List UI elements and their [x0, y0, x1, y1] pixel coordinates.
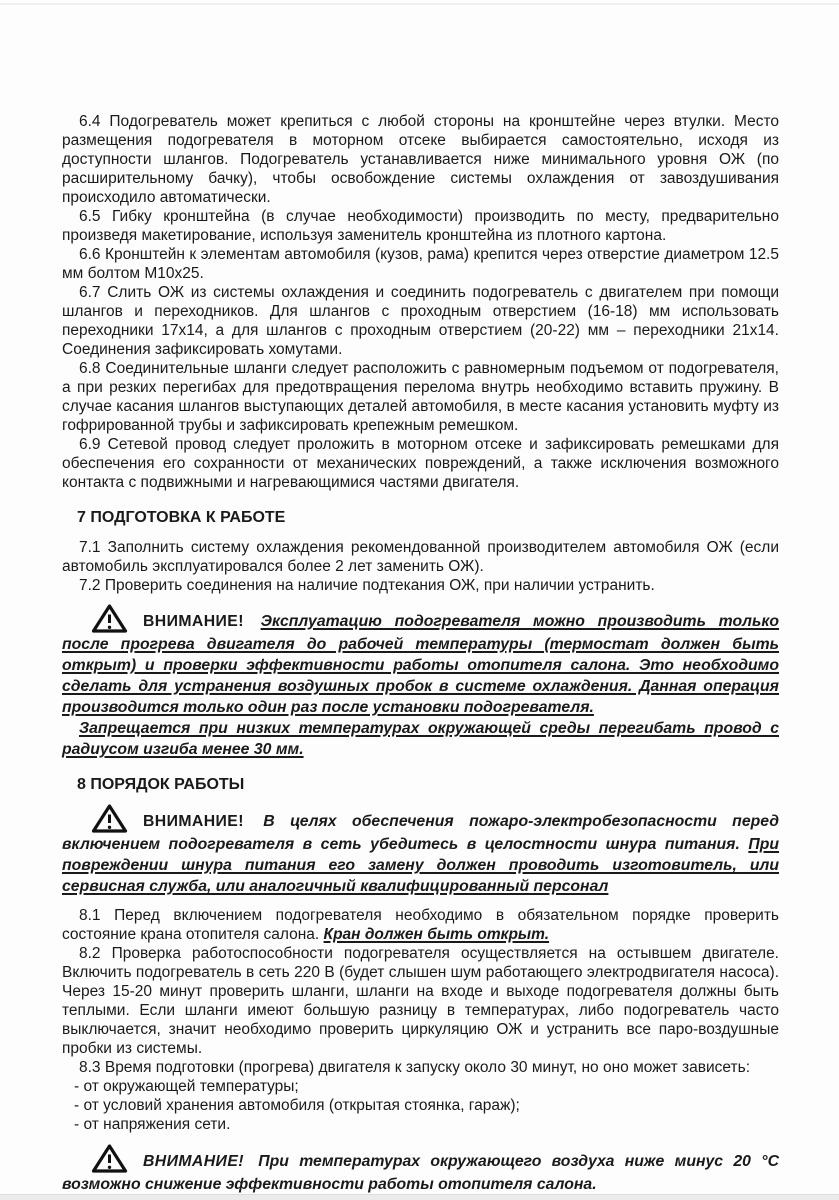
warning-bend-cord-text: Запрещается при низких температурах окружающей среды перегибать провод с радиусом изгиба менее 30 мм.: [62, 720, 779, 758]
bullet-ambient-temperature: - от окружающей температуры;: [74, 1078, 299, 1095]
warning-power-cord-block: [62, 803, 779, 897]
paragraph-6-6: 6.6 Кронштейн к элементам автомобиля (кузов, рама) крепится через отверстие диаметром 12.5 мм болтом М10х25.: [62, 246, 779, 282]
warning-low-temp-text: При температурах окружающего воздуха ниже минус 20 °С возможно снижение эффективности работы отопителя салона.: [62, 1153, 779, 1193]
section-7-heading: 7 ПОДГОТОВКА К РАБОТЕ: [77, 509, 286, 526]
warning-triangle-icon: [91, 1143, 128, 1174]
warning-label: ВНИМАНИЕ!: [143, 813, 244, 830]
warning-label: ВНИМАНИЕ!: [143, 1153, 244, 1170]
paragraph-6-7: 6.7 Слить ОЖ из системы охлаждения и соединить подогреватель с двигателем при помощи шлангов и переходников. Для шлангов с проходным отверстием (16-18) мм использовать переходники 17х14, а для шлангов с проходным отверстием (20-22) мм – переходники 21х14. Соединения зафиксировать хомутами.: [62, 284, 779, 358]
warning-triangle-icon: [91, 603, 128, 634]
paragraph-6-4: 6.4 Подогреватель может крепиться с любой стороны на кронштейне через втулки. Место размещения подогревателя в моторном отсеке выбирается самостоятельно, исходя из доступности шлангов. Подогреватель устанавливается ниже минимального уровня ОЖ (по расширительному бачку), чтобы освобождение системы охлаждения от завоздушивания происходило автоматически.: [62, 113, 779, 206]
paragraph-8-3: 8.3 Время подготовки (прогрева) двигателя к запуску около 30 минут, но оно может зависеть:: [79, 1059, 751, 1076]
page-content: [62, 112, 779, 1195]
scan-top-edge: [0, 3, 839, 5]
warning-power-cord-text-underlined: При повреждении шнура питания его замену должен проводить изготовитель, или сервисная служба, или аналогичный квалифицированный персонал: [62, 836, 779, 895]
paragraph-8-2: 8.2 Проверка работоспособности подогревателя осуществляется на остывшем двигателе. Включить подогреватель в сеть 220 В (будет слышен шум работающего электродвигателя насоса). Через 15-20 минут проверить шланги, шланги на входе и выходе подогревателя должны быть теплыми. Если шланги имеют большую разницу в температурах, либо подогреватель часто выключается, значит необходимо проверить циркуляцию ОЖ и устранить все паро-воздушные пробки из системы.: [62, 945, 779, 1057]
paragraph-8-1-emphasis: Кран должен быть открыт.: [323, 926, 550, 943]
paragraph-6-8: 6.8 Соединительные шланги следует расположить с равномерным подъемом от подогревателя, а при резких перегибах для предотвращения перелома внутрь необходимо вставить пружину. В случае касания шлангов выступающих деталей автомобиля, в месте касания установить муфту из гофрированной трубы и зафиксировать крепежным ремешком.: [62, 360, 779, 434]
paragraph-6-9: 6.9 Сетевой провод следует проложить в моторном отсеке и зафиксировать ремешками для обеспечения его сохранности от механических повреждений, а также исключения возможного контакта с подвижными и нагревающимися частями двигателя.: [62, 436, 779, 491]
warning-label: ВНИМАНИЕ!: [143, 613, 244, 630]
warning-low-temp-block: [62, 1143, 779, 1195]
warning-operation-block: [62, 603, 779, 718]
paragraph-7-1: 7.1 Заполнить систему охлаждения рекомендованной производителем автомобиля ОЖ (если автомобиль эксплуатировался более 2 лет заменить ОЖ).: [62, 539, 779, 575]
paragraph-7-2: 7.2 Проверить соединения на наличие подтекания ОЖ, при наличии устранить.: [79, 577, 655, 594]
paragraph-8-1-text: 8.1 Перед включением подогревателя необходимо в обязательном порядке проверить состояние крана отопителя салона.: [62, 907, 779, 943]
warning-power-cord-text: В целях обеспечения пожаро-электробезопасности перед включением подогревателя в сеть убедитесь в целостности шнура питания.: [62, 813, 779, 853]
scan-bottom-edge: [0, 1194, 839, 1200]
warning-triangle-icon: [91, 803, 128, 834]
bullet-mains-voltage: - от напряжения сети.: [74, 1116, 231, 1133]
paragraph-8-1: [62, 906, 779, 944]
bullet-storage-conditions: - от условий хранения автомобиля (открытая стоянка, гараж);: [74, 1097, 520, 1114]
section-8-heading: 8 ПОРЯДОК РАБОТЫ: [77, 776, 245, 793]
paragraph-6-5: 6.5 Гибку кронштейна (в случае необходимости) производить по месту, предварительно произведя макетирование, используя заменитель кронштейна из плотного картона.: [62, 208, 779, 244]
warning-operation-text: Эксплуатацию подогревателя можно производить только после прогрева двигателя до рабочей температуры (термостат должен быть открыт) и проверки эффективности работы отопителя салона. Это необходимо сделать для устранения воздушных пробок в системе охлаждения. Данная операция производится только один раз после установки подогревателя.: [62, 613, 780, 716]
